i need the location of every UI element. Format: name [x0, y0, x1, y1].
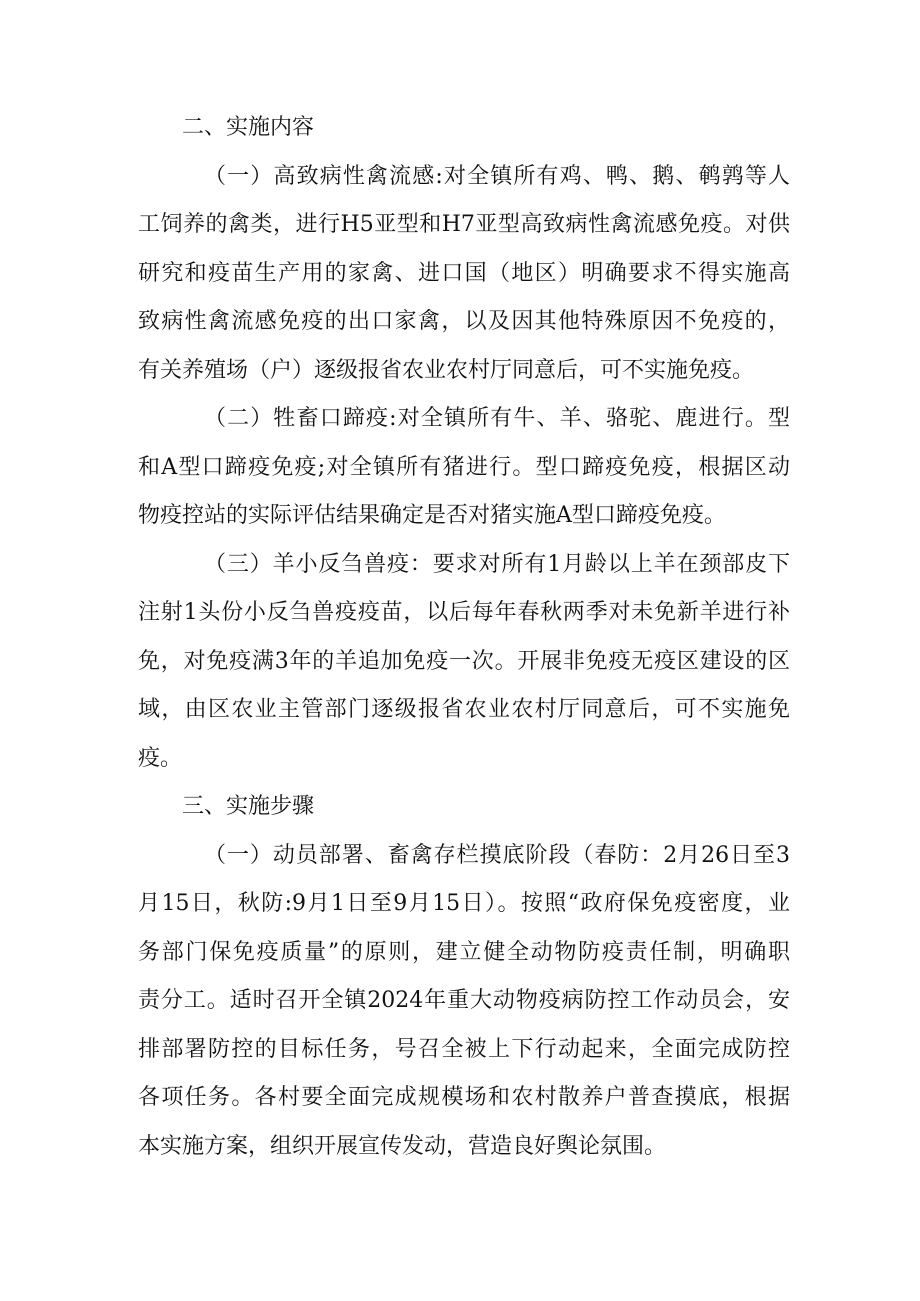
paragraph-line: 致病性禽流感免疫的出口家禽，以及因其他特殊原因不免疫的， [138, 309, 790, 334]
paragraph-line: 注射1头份小反刍兽疫疫苗，以后每年春秋两季对未免新羊进行补 [138, 600, 790, 625]
paragraph-line: 域，由区农业主管部门逐级报省农业农村厅同意后，可不实施免 [138, 697, 790, 722]
paragraph-line: 本实施方案，组织开展宣传发动，营造良好舆论氛围。 [138, 1133, 667, 1159]
paragraph-line: 务部门保免疫质量”的原则，建立健全动物防疫责任制，明确职 [138, 939, 790, 965]
section-heading-implementation-content: 二、实施内容 [182, 115, 315, 140]
paragraph-line: 各项任务。各村要全面完成规模场和农村散养户普查摸底，根据 [138, 1085, 790, 1110]
paragraph-line: 疫。 [138, 745, 183, 771]
paragraph-line: 有关养殖场（户）逐级报省农业农村厅同意后，可不实施免疫。 [138, 357, 755, 383]
paragraph-line: （一）高致病性禽流感:对全镇所有鸡、鸭、鹅、鹌鹑等人 [204, 163, 790, 189]
paragraph-line: 和A型口蹄疫免疫;对全镇所有猪进行。型口蹄疫免疫，根据区动 [138, 454, 790, 480]
section-heading-implementation-steps: 三、实施步骤 [182, 794, 315, 819]
paragraph-line: （二）牲畜口蹄疫:对全镇所有牛、羊、骆驼、鹿进行。型 [204, 406, 790, 431]
paragraph-line: 研究和疫苗生产用的家禽、进口国（地区）明确要求不得实施高 [138, 260, 790, 286]
paragraph-line: 免，对免疫满3年的羊追加免疫一次。开展非免疫无疫区建设的区 [138, 648, 790, 674]
paragraph-line: 排部署防控的目标任务，号召全被上下行动起来，全面完成防控 [138, 1036, 790, 1062]
document-body [138, 104, 790, 1171]
paragraph-line: 月15日，秋防:9月1日至9月15日）。按照“政府保免疫密度，业 [138, 891, 790, 916]
paragraph-line: （一）动员部署、畜禽存栏摸底阶段（春防：2月26日至3 [204, 842, 790, 868]
paragraph-line: （三）羊小反刍兽疫：要求对所有1月龄以上羊在颈部皮下 [204, 551, 790, 577]
paragraph-line: 工饲养的禽类，进行H5亚型和H7亚型高致病性禽流感免疫。对供 [138, 212, 790, 237]
paragraph-line: 物疫控站的实际评估结果确定是否对猪实施A型口蹄疫免疫。 [138, 503, 726, 528]
paragraph-line: 责分工。适时召开全镇2024年重大动物疫病防控工作动员会，安 [138, 988, 790, 1013]
